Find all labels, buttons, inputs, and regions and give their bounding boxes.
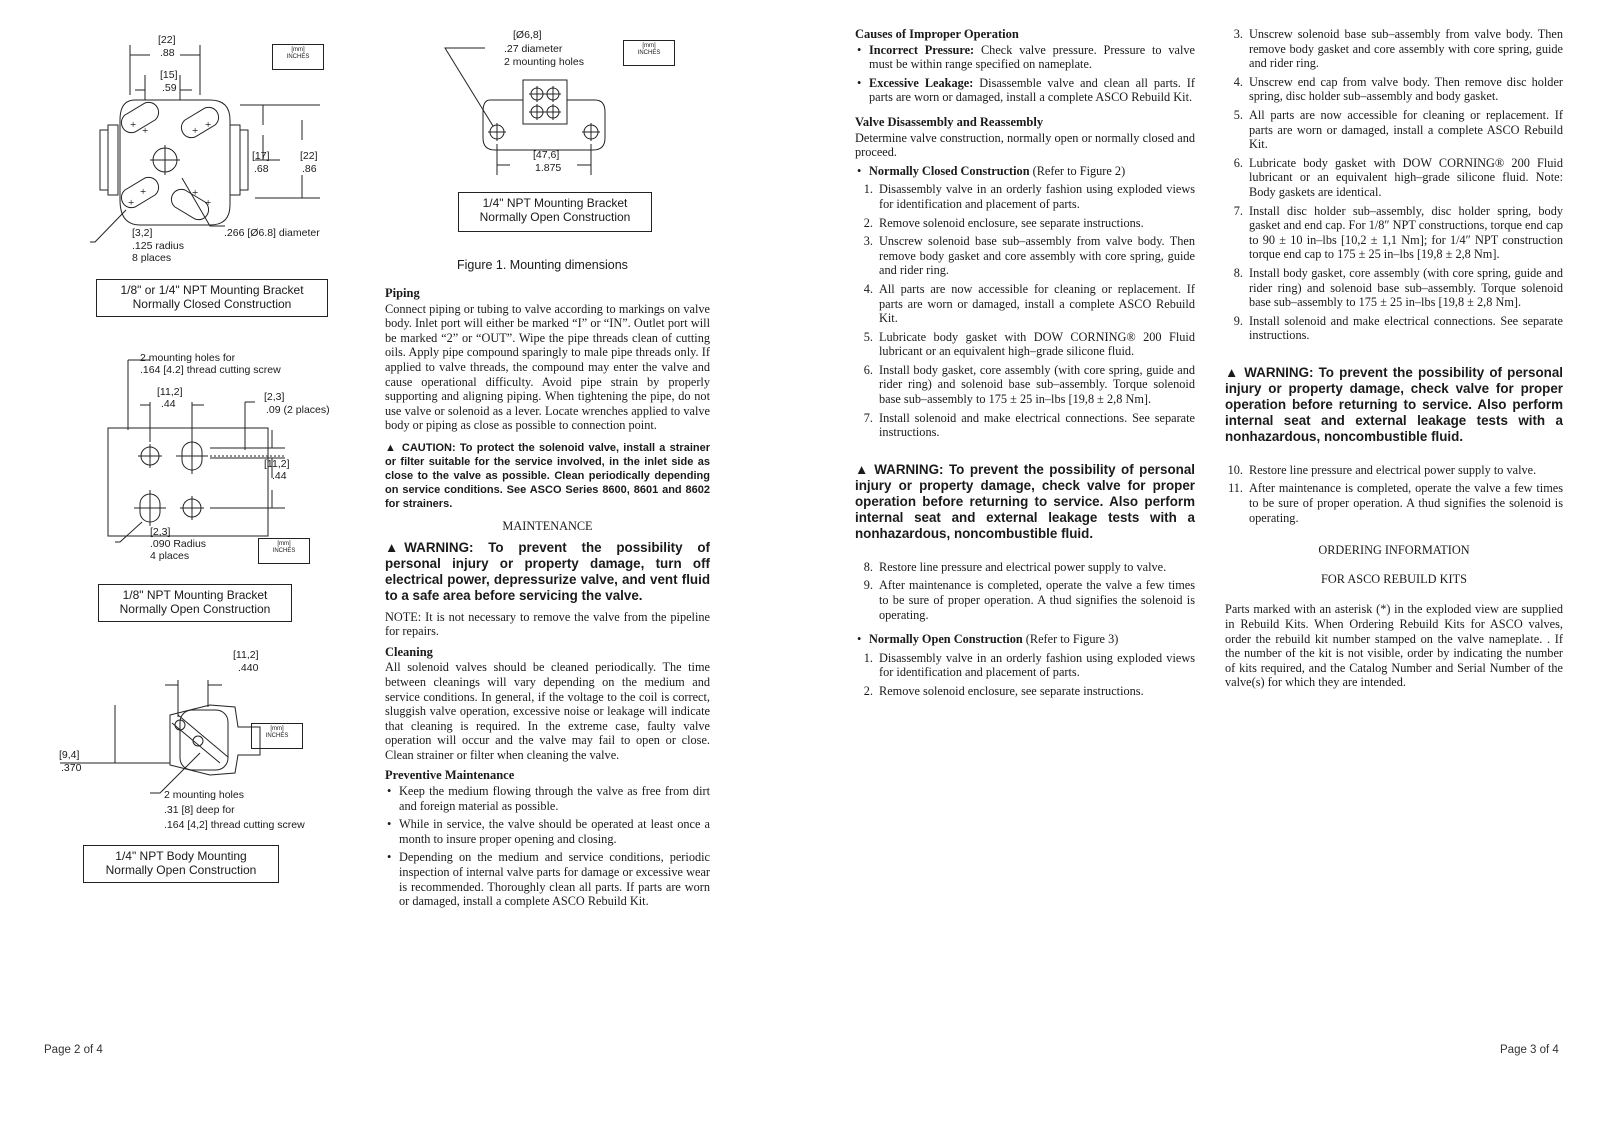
no-label: Normally Open Construction xyxy=(869,632,1023,647)
nc-steps xyxy=(855,182,1195,440)
cleaning-body: All solenoid valves should be cleaned periodically. The time between cleanings will vary depending on the medium and service conditions. In general, if the voltage to the coil is correct, sluggish valve operation, excessive noise or leakage will indicate that cleaning is required. In the extreme case, faulty valve operation will occur and the valve may fail to open or close. Clean strainer or filter when cleaning the valve. xyxy=(385,660,710,762)
list-item: 8. Restore line pressure and electrical power supply to valve. xyxy=(863,559,1167,574)
dim-text: [11,2] xyxy=(264,458,290,470)
unit-box xyxy=(272,44,324,70)
label-line: 1/4" NPT Body Mounting xyxy=(115,849,247,863)
no-bullet xyxy=(855,632,1195,647)
list-item xyxy=(855,76,1195,105)
body-mount-svg xyxy=(60,665,340,845)
caution-text: CAUTION: To protect the solenoid valve, install a strainer or filter suitable for the service involved, in the inlet side as close to the valve as possible. Clean periodically depending on service conditions. See ASCO Series 8600, 8601 and 8602 for strainers. xyxy=(385,441,710,510)
unit-mm: [mm] xyxy=(642,43,656,49)
label-line: Normally Open Construction xyxy=(119,602,271,616)
warning-text: WARNING: To prevent the possibility of personal injury or property damage, check valve for proper operation before returning to service. Also perform internal seat and external leakage tests with a nonhazardous, noncombustible fluid. xyxy=(1225,364,1563,444)
dim-text: 2 mounting holes xyxy=(164,789,244,801)
dim-text: .090 Radius xyxy=(150,538,207,550)
list-item: 11. After maintenance is completed, operate the valve a few times to be sure of proper operation. A thud signifies the solenoid is operating. xyxy=(1228,481,1563,525)
list-item: 6. Install body gasket, core assembly (with core spring, guide and rider ring) and solenoid base sub–assembly. Torque solenoid base sub–assembly to 175 ± 25 in–lbs [19,8 ± 2,8 Nm]. xyxy=(863,362,1195,407)
warning-triangle-icon: ▲ xyxy=(1225,364,1239,380)
figure-caption: Figure 1. Mounting dimensions xyxy=(457,258,628,272)
unit-inches: INCHES xyxy=(286,54,310,60)
dim-text: [22] xyxy=(300,150,318,162)
list-item: 9. Install solenoid and make electrical connections. See separate instructions. xyxy=(1233,313,1563,343)
maintenance-heading: MAINTENANCE xyxy=(502,518,593,533)
svg-text:+: + xyxy=(192,187,199,199)
dim-text: 8 places xyxy=(132,252,172,264)
nc-label: Normally Closed Construction xyxy=(869,163,1030,178)
list-item: 5. Lubricate body gasket with DOW CORNING® 200 Fluid lubricant or an equivalent high–grade silicone fluid. xyxy=(863,329,1195,359)
ordering-body: Parts marked with an asterisk (*) in the exploded view are supplied in Rebuild Kits. When Ordering Rebuild Kits for ASCO valves, order the rebuild kit number stamped on the valve nameplate. . If the number of the kit is not visible, order by indicating the number of kits required, and the Catalog Number and Serial Number of the valve(s) for which they are intended. xyxy=(1225,602,1563,690)
no-steps-cont xyxy=(1225,27,1563,343)
cause-text: Check valve pressure. Pressure to valve must be within range specified on nameplate. xyxy=(869,42,1195,72)
page2-text-column xyxy=(385,280,710,913)
dim-text: .164 [4.2] thread cutting screw xyxy=(140,364,281,376)
label-line: 1/8" NPT Mounting Bracket xyxy=(122,588,268,602)
svg-text:+: + xyxy=(128,197,135,209)
dim-text: 1.875 xyxy=(535,162,562,174)
unit-inches: INCHES xyxy=(272,548,296,554)
no-steps-after xyxy=(1225,463,1563,525)
list-item: 6. Lubricate body gasket with DOW CORNING® 200 Fluid lubricant or an equivalent high–grade silicone fluid. Note: Body gaskets are identical. xyxy=(1233,155,1563,199)
page-footer-right: Page 3 of 4 xyxy=(1500,1044,1559,1056)
list-item: 2. Remove solenoid enclosure, see separate instructions. xyxy=(863,215,1144,230)
dim-text: [3,2] xyxy=(132,227,153,239)
piping-body: Connect piping or tubing to valve according to markings on valve body. Inlet port will either be marked “I” or “IN”. Outlet port will be marked “2” or “OUT”. Wipe the pipe threads clean of cutting oils. Apply pipe compound sparingly to male pipe threads only. If applied to valve threads, the compound may enter the valve and cause operational difficulty. Avoid pipe strain by properly supporting and aligning piping. When tightening the pipe, do not use valve or solenoid as a lever. Locate wrenches applied to valve body or piping as close as possible to connection point. xyxy=(385,301,710,433)
list-item: • Keep the medium flowing through the valve as free from dirt and foreign material as possible. xyxy=(385,784,710,813)
svg-text:+: + xyxy=(205,119,212,131)
pm-heading: Preventive Maintenance xyxy=(385,768,515,783)
dim-text: .164 [4,2] thread cutting screw xyxy=(164,819,305,831)
dim-text: .44 xyxy=(272,470,287,482)
bracket-no-18-svg xyxy=(100,360,400,590)
disassembly-intro: Determine valve construction, normally open or normally closed and proceed. xyxy=(855,130,1195,160)
list-item: 9. After maintenance is completed, operate the valve a few times to be sure of proper operation. A thud signifies the solenoid is operating. xyxy=(863,578,1195,622)
nc-steps-after xyxy=(855,560,1195,622)
piping-heading: Piping xyxy=(385,286,420,300)
list-item: 10. Restore line pressure and electrical power supply to valve. xyxy=(1227,462,1537,477)
dim-text: .86 xyxy=(302,163,317,175)
dim-text: .44 xyxy=(161,398,176,410)
cleaning-heading: Cleaning xyxy=(385,644,433,659)
dim-text: .59 xyxy=(162,82,177,94)
unit-inches: INCHES xyxy=(637,50,661,56)
note-text: NOTE: It is not necessary to remove the valve from the pipeline for repairs. xyxy=(385,609,710,639)
dim-text: 2 mounting holes xyxy=(504,56,584,68)
list-item: 1. Disassembly valve in an orderly fashion using exploded views for identification and placement of parts. xyxy=(863,182,1195,211)
cause-label: Incorrect Pressure: xyxy=(869,42,975,57)
causes-list xyxy=(855,43,1195,105)
svg-text:+: + xyxy=(130,119,137,131)
label-line: Normally Open Construction xyxy=(105,863,257,877)
label-line: 1/8" or 1/4" NPT Mounting Bracket xyxy=(120,283,304,297)
causes-heading: Causes of Improper Operation xyxy=(855,27,1019,41)
dim-text: [11,2] xyxy=(157,386,183,398)
list-item: 7. Install disc holder sub–assembly, disc holder spring, body gasket and end cap. For 1/8″ NPT constructions, torque end cap to 90 ± 10 in–lbs [10,2 ± 1,1 Nm]; for 1/4″ NPT construction torque end cap to 175 ± 25 in–lbs [19,8 ± 2,8 Nm]. xyxy=(1233,203,1563,262)
dim-text: [47,6] xyxy=(533,149,560,161)
dim-text: .266 [Ø6.8] diameter xyxy=(224,227,320,239)
svg-text:+: + xyxy=(192,125,199,137)
dim-text: 2 mounting holes for xyxy=(140,352,236,364)
unit-box xyxy=(623,40,675,66)
dim-text: .09 (2 places) xyxy=(266,404,330,416)
list-item: 3. Unscrew solenoid base sub–assembly from valve body. Then remove body gasket and core assembly with core spring, guide and rider ring. xyxy=(1233,27,1563,71)
warning-block xyxy=(855,462,1195,542)
dim-text: 4 places xyxy=(150,550,190,562)
dim-text: .440 xyxy=(238,662,259,674)
unit-mm: [mm] xyxy=(291,47,305,53)
label-line: Normally Closed Construction xyxy=(132,297,292,311)
no-ref: (Refer to Figure 3) xyxy=(1022,632,1119,647)
cause-label: Excessive Leakage: xyxy=(869,75,974,90)
dim-text: [9,4] xyxy=(59,749,80,761)
list-item xyxy=(855,164,1195,179)
warning-text: WARNING: To prevent the possibility of personal injury or property damage, turn off electrical power, depressurize valve, and vent fluid to a safe area before servicing the valve. xyxy=(385,539,710,603)
dim-text: [11,2] xyxy=(233,649,259,661)
dim-text: .125 radius xyxy=(132,240,184,252)
unit-box xyxy=(251,723,303,749)
warning-block xyxy=(1225,365,1563,445)
page3-right-column xyxy=(1225,27,1563,694)
dim-text: [15] xyxy=(160,69,178,81)
list-item: 3. Unscrew solenoid base sub–assembly from valve body. Then remove body gasket and core assembly with core spring, guide and rider ring. xyxy=(863,234,1195,278)
label-line: Normally Open Construction xyxy=(479,210,631,224)
body-mount-label xyxy=(83,845,279,883)
list-item: 1. Disassembly valve in an orderly fashion using exploded views for identification and placement of parts. xyxy=(863,650,1195,680)
svg-text:+: + xyxy=(142,125,149,137)
bracket-no-18-label xyxy=(98,584,292,622)
dim-text: .27 diameter xyxy=(504,43,563,55)
svg-text:+: + xyxy=(140,186,147,198)
unit-inches: INCHES xyxy=(265,733,289,739)
warning-text: WARNING: To prevent the possibility of personal injury or property damage, check valve for proper operation before returning to service. Also perform internal seat and external leakage tests with a nonhazardous, noncombustible fluid. xyxy=(855,461,1195,541)
warning-triangle-icon: ▲ xyxy=(855,461,869,477)
disassembly-heading: Valve Disassembly and Reassembly xyxy=(855,114,1044,129)
list-item: • Depending on the medium and service conditions, periodic inspection of internal valve parts for damage or excessive wear is recommended. Thoroughly clean all parts. If parts are worn or damaged, install a complete ASCO Rebuild Kit. xyxy=(385,850,710,908)
warning-triangle-icon: ▲ xyxy=(385,441,396,454)
dim-text: .31 [8] deep for xyxy=(164,804,235,816)
list-item: 5. All parts are now accessible for cleaning or replacement. If parts are worn or damaged, install a complete ASCO Rebuild Kit. xyxy=(1233,107,1563,152)
unit-mm: [mm] xyxy=(277,541,291,547)
ordering-heading: ORDERING INFORMATION xyxy=(1318,543,1470,558)
dim-text: [2,3] xyxy=(264,391,285,403)
label-line: 1/4" NPT Mounting Bracket xyxy=(482,196,628,210)
dim-text: .370 xyxy=(61,762,82,774)
dim-text: .68 xyxy=(254,163,269,175)
ordering-subheading: FOR ASCO REBUILD KITS xyxy=(1321,571,1467,586)
unit-mm: [mm] xyxy=(270,726,284,732)
pm-list xyxy=(385,784,710,909)
list-item xyxy=(855,632,1195,647)
page3-left-column xyxy=(855,27,1195,703)
list-item: 7. Install solenoid and make electrical connections. See separate instructions. xyxy=(863,410,1195,440)
list-item: 4. All parts are now accessible for cleaning or replacement. If parts are worn or damaged, install a complete ASCO Rebuild Kit. xyxy=(863,281,1195,326)
warning-block xyxy=(385,540,710,604)
dim-text: .88 xyxy=(160,47,175,59)
list-item xyxy=(855,43,1195,72)
dim-text: [17] xyxy=(252,150,270,162)
dim-text: [22] xyxy=(158,34,176,46)
unit-box xyxy=(258,538,310,564)
caution-block xyxy=(385,441,710,511)
dim-text: [2,3] xyxy=(150,526,171,538)
warning-triangle-icon: ▲ xyxy=(385,539,399,555)
page-footer-left: Page 2 of 4 xyxy=(44,1044,103,1056)
cause-text: Disassemble valve and clean all parts. If parts are worn or damaged, install a complete ASCO Rebuild Kit. xyxy=(869,75,1195,105)
svg-text:+: + xyxy=(205,197,212,209)
nc-bullet xyxy=(855,164,1195,179)
list-item: 2. Remove solenoid enclosure, see separate instructions. xyxy=(863,684,1144,698)
list-item: • While in service, the valve should be operated at least once a month to insure proper opening and closing. xyxy=(385,817,710,846)
no-steps xyxy=(855,651,1195,699)
bracket-no-14-label xyxy=(458,192,652,232)
list-item: 4. Unscrew end cap from valve body. Then remove disc holder spring, disc holder sub–assembly and body gasket. xyxy=(1233,74,1563,104)
dim-text: [Ø6,8] xyxy=(513,29,542,41)
list-item: 8. Install body gasket, core assembly (with core spring, guide and rider ring) and solenoid base sub–assembly. Torque solenoid base sub–assembly to 175 ± 25 in–lbs [19,8 ± 2,8 Nm]. xyxy=(1233,265,1563,310)
nc-ref: (Refer to Figure 2) xyxy=(1029,163,1126,178)
bracket-nc-label xyxy=(96,279,328,317)
